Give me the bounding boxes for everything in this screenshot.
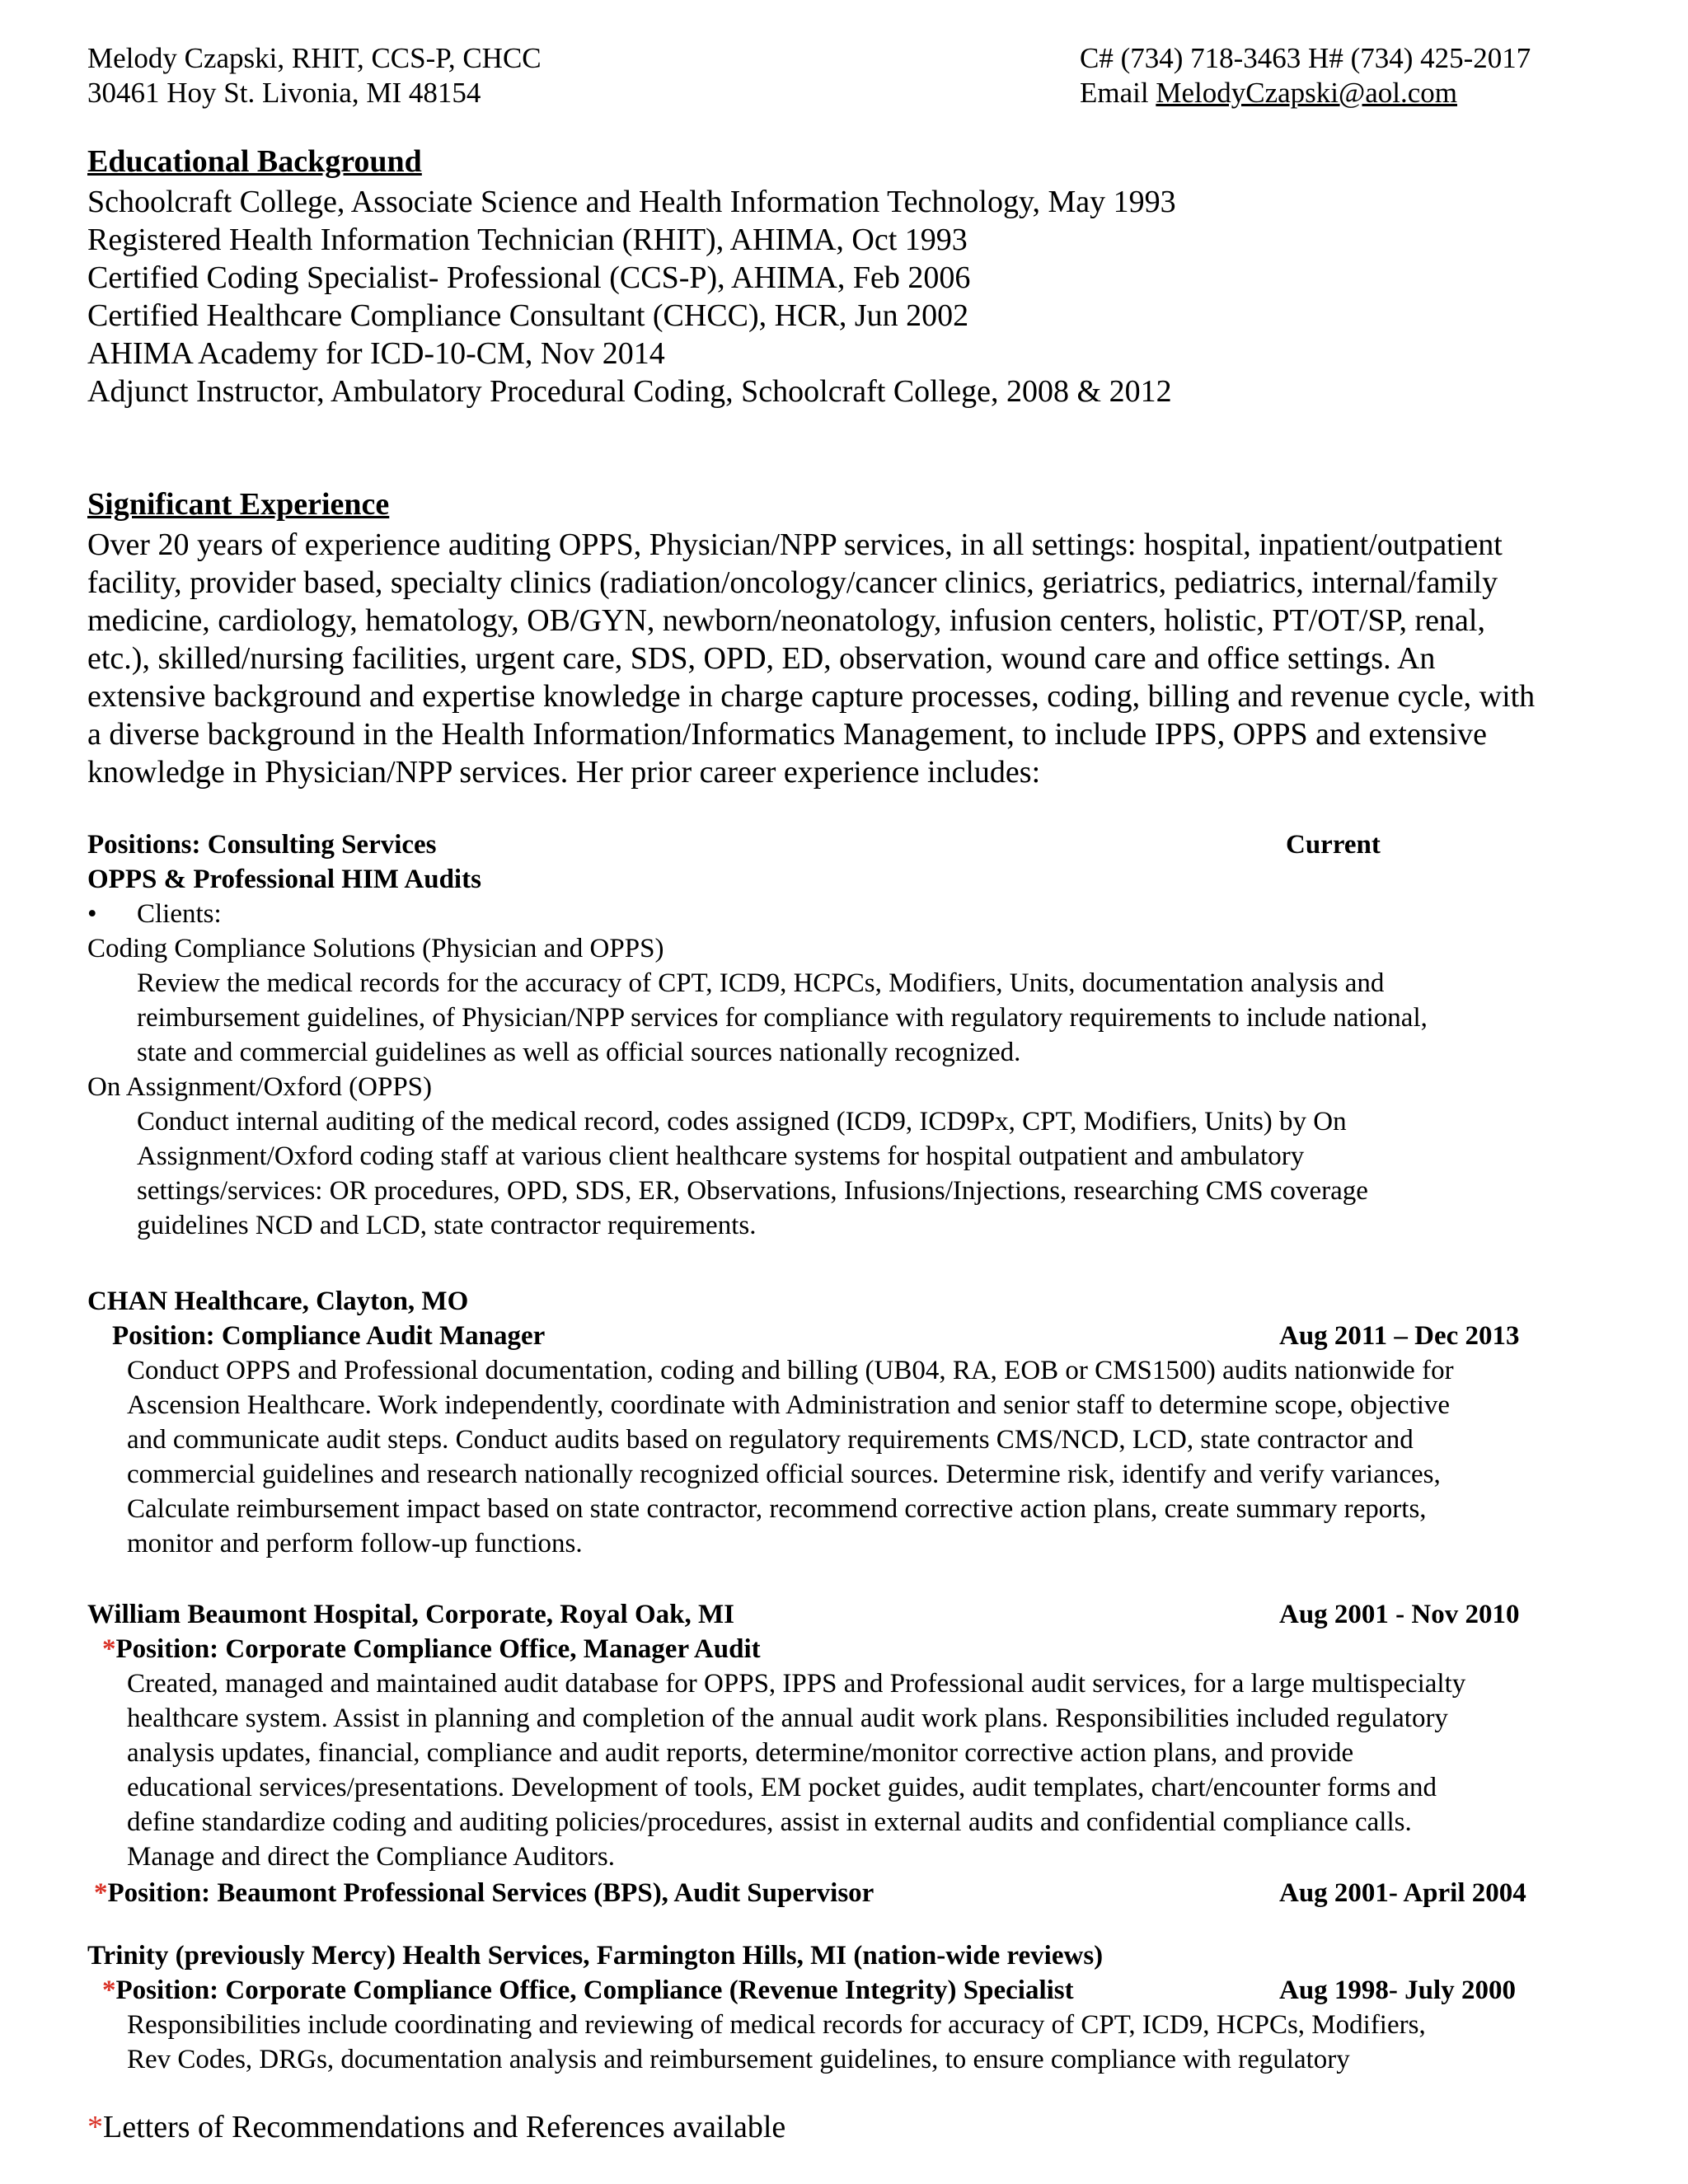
asterisk-mark: * xyxy=(87,2110,103,2144)
email-label: Email xyxy=(1080,77,1149,109)
education-item: AHIMA Academy for ICD-10-CM, Nov 2014 xyxy=(87,336,665,371)
description-line: Conduct OPPS and Professional documentation, coding and billing (UB04, RA, EOB or CMS1500) audits nationwide for xyxy=(127,1356,1454,1385)
summary-line: a diverse background in the Health Information/Informatics Management, to include IPPS, OPPS and extensive xyxy=(87,717,1488,752)
summary-line: Over 20 years of experience auditing OPPS, Physician/NPP services, in all settings: hospital, inpatient/outpatient xyxy=(87,527,1503,562)
consulting-position: Positions: Consulting Services xyxy=(87,830,437,860)
description-line: reimbursement guidelines, of Physician/NPP services for compliance with regulatory requirements to include national, xyxy=(137,1003,1428,1033)
education-item: Registered Health Information Technician (RHIT), AHIMA, Oct 1993 xyxy=(87,223,968,257)
trinity-description xyxy=(127,2008,1426,2077)
beaumont-date-2: Aug 2001- April 2004 xyxy=(1279,1878,1526,1908)
description-line: healthcare system. Assist in planning and completion of the annual audit work plans. Responsibilities included regulatory xyxy=(127,1704,1448,1733)
address-line: 30461 Hoy St. Livonia, MI 48154 xyxy=(87,77,481,109)
summary-line: knowledge in Physician/NPP services. Her prior career experience includes: xyxy=(87,755,1041,790)
description-line: commercial guidelines and research nationally recognized official sources. Determine risk, identify and verify variances, xyxy=(127,1460,1441,1489)
experience-summary xyxy=(87,526,1637,791)
description-line: educational services/presentations. Development of tools, EM pocket guides, audit templates, chart/encounter forms and xyxy=(127,1773,1437,1802)
experience-title: Significant Experience xyxy=(87,487,390,522)
beaumont-date: Aug 2001 - Nov 2010 xyxy=(1279,1600,1520,1629)
trinity-date: Aug 1998- July 2000 xyxy=(1279,1975,1516,2005)
bullet-icon: • xyxy=(87,899,97,929)
position-label: Position: Corporate Compliance Office, Manager Audit xyxy=(115,1634,761,1664)
chan-org: CHAN Healthcare, Clayton, MO xyxy=(87,1286,469,1316)
description-line: monitor and perform follow-up functions. xyxy=(127,1529,583,1558)
clients-row xyxy=(87,897,222,931)
beaumont-position xyxy=(102,1632,761,1666)
chan-position: Position: Compliance Audit Manager xyxy=(112,1321,546,1351)
description-line: Review the medical records for the accuracy of CPT, ICD9, HCPCs, Modifiers, Units, documentation analysis and xyxy=(137,968,1385,998)
summary-line: etc.), skilled/nursing facilities, urgent care, SDS, OPD, ED, observation, wound care and office settings. An xyxy=(87,641,1436,676)
clients-label: Clients: xyxy=(137,899,222,929)
client2-description xyxy=(137,1104,1368,1243)
beaumont-position-2 xyxy=(94,1876,874,1910)
description-line: guidelines NCD and LCD, state contractor requirements. xyxy=(137,1211,757,1240)
asterisk-mark: * xyxy=(102,1975,116,2005)
summary-line: medicine, cardiology, hematology, OB/GYN, newborn/neonatology, infusion centers, holistic, PT/OT/SP, renal, xyxy=(87,603,1485,638)
consulting-date: Current xyxy=(1286,830,1381,860)
email-link[interactable]: MelodyCzapski@aol.com xyxy=(1156,77,1457,109)
chan-description xyxy=(127,1353,1454,1561)
trinity-org: Trinity (previously Mercy) Health Services, Farmington Hills, MI (nation-wide reviews) xyxy=(87,1941,1104,1971)
client1-name: Coding Compliance Solutions (Physician and OPPS) xyxy=(87,934,664,963)
client1-description xyxy=(137,966,1428,1070)
footer-note xyxy=(87,2108,785,2146)
education-item: Adjunct Instructor, Ambulatory Procedural Coding, Schoolcraft College, 2008 & 2012 xyxy=(87,374,1172,409)
education-list xyxy=(87,183,1637,410)
description-line: analysis updates, financial, compliance and audit reports, determine/monitor corrective action plans, and provide xyxy=(127,1738,1354,1768)
description-line: state and commercial guidelines as well as official sources nationally recognized. xyxy=(137,1038,1021,1067)
asterisk-mark: * xyxy=(94,1878,108,1908)
description-line: Manage and direct the Compliance Auditors. xyxy=(127,1842,616,1872)
beaumont-org: William Beaumont Hospital, Corporate, Royal Oak, MI xyxy=(87,1600,734,1629)
asterisk-mark: * xyxy=(102,1634,116,1664)
description-line: Ascension Healthcare. Work independently, coordinate with Administration and senior staff to determine scope, objective xyxy=(127,1390,1451,1420)
consulting-subtitle: OPPS & Professional HIM Audits xyxy=(87,865,481,894)
description-line: Created, managed and maintained audit database for OPPS, IPPS and Professional audit services, for a large multispecialty xyxy=(127,1669,1466,1699)
email-line xyxy=(1080,76,1457,110)
phone-line: C# (734) 718-3463 H# (734) 425-2017 xyxy=(1080,42,1531,74)
description-line: Calculate reimbursement impact based on state contractor, recommend corrective action plans, create summary reports, xyxy=(127,1494,1427,1524)
summary-line: extensive background and expertise knowledge in charge capture processes, coding, billing and revenue cycle, with xyxy=(87,679,1536,714)
trinity-position xyxy=(102,1973,1074,2008)
name-line: Melody Czapski, RHIT, CCS-P, CHCC xyxy=(87,42,542,74)
description-line: Rev Codes, DRGs, documentation analysis and reimbursement guidelines, to ensure compliance with regulatory xyxy=(127,2045,1350,2074)
education-item: Certified Healthcare Compliance Consultant (CHCC), HCR, Jun 2002 xyxy=(87,298,969,333)
position-label: Position: Beaumont Professional Services (BPS), Audit Supervisor xyxy=(107,1878,874,1908)
description-line: Assignment/Oxford coding staff at various client healthcare systems for hospital outpatient and ambulatory xyxy=(137,1141,1305,1171)
description-line: Responsibilities include coordinating and reviewing of medical records for accuracy of CPT, ICD9, HCPCs, Modifiers, xyxy=(127,2010,1426,2040)
footer-text: Letters of Recommendations and References available xyxy=(103,2110,786,2144)
beaumont-description xyxy=(127,1666,1465,1874)
description-line: define standardize coding and auditing policies/procedures, assist in external audits and confidential compliance calls. xyxy=(127,1807,1412,1837)
position-label: Position: Corporate Compliance Office, Compliance (Revenue Integrity) Specialist xyxy=(115,1975,1074,2005)
summary-line: facility, provider based, specialty clinics (radiation/oncology/cancer clinics, geriatrics, pediatrics, internal/family xyxy=(87,565,1498,600)
description-line: settings/services: OR procedures, OPD, SDS, ER, Observations, Infusions/Injections, researching CMS coverage xyxy=(137,1176,1368,1206)
education-item: Certified Coding Specialist- Professional (CCS-P), AHIMA, Feb 2006 xyxy=(87,260,971,295)
chan-date: Aug 2011 – Dec 2013 xyxy=(1279,1321,1520,1351)
description-line: Conduct internal auditing of the medical record, codes assigned (ICD9, ICD9Px, CPT, Modifiers, Units) by On xyxy=(137,1107,1347,1137)
client2-name: On Assignment/Oxford (OPPS) xyxy=(87,1072,433,1102)
education-item: Schoolcraft College, Associate Science and Health Information Technology, May 1993 xyxy=(87,185,1176,219)
education-title: Educational Background xyxy=(87,144,422,179)
description-line: and communicate audit steps. Conduct audits based on regulatory requirements CMS/NCD, LCD, state contractor and xyxy=(127,1425,1414,1455)
